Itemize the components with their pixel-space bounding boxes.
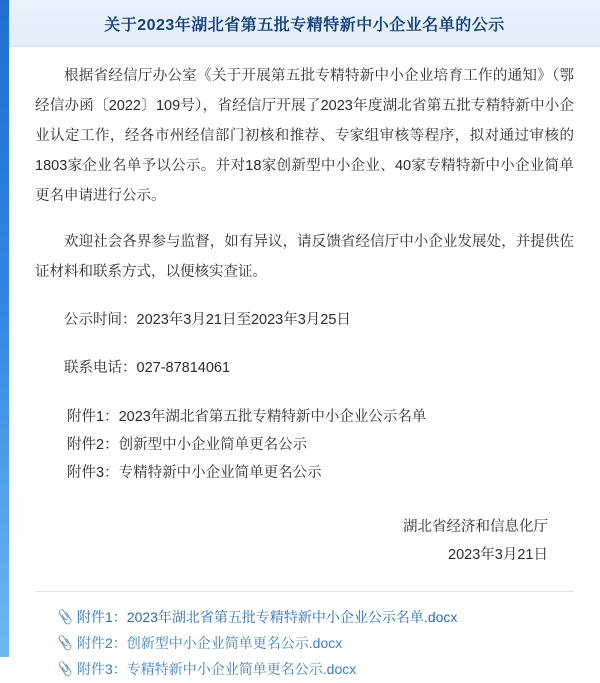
attachment-link-3-label[interactable]: 附件3：专精特新中小企业简单更名公示.docx xyxy=(77,661,357,677)
attachment-link-1[interactable] xyxy=(57,604,574,630)
contact-phone: 联系电话：027-87814061 xyxy=(64,360,231,376)
left-accent-bar xyxy=(0,0,9,657)
attachment-name-2: 附件2：创新型中小企业简单更名公示 xyxy=(67,437,308,453)
attachment-link-3[interactable] xyxy=(57,656,574,682)
attachment-name-3: 附件3：专精特新中小企业简单更名公示 xyxy=(67,465,322,481)
attachment-link-1-label[interactable]: 附件1：2023年湖北省第五批专精特新中小企业公示名单.docx xyxy=(77,609,458,625)
document-content xyxy=(9,0,600,678)
paperclip-icon: 📎 xyxy=(56,634,75,652)
signature-date: 2023年3月21日 xyxy=(448,547,548,563)
title-banner xyxy=(9,0,600,47)
publicity-time: 公示时间：2023年3月21日至2023年3月25日 xyxy=(64,312,351,328)
paragraph-1: 根据省经信厅办公室《关于开展第五批专精特新中小企业培育工作的通知》（鄂经信办函〔2022〕109号），省经信厅开展了2023年度湖北省第五批专精特新中小企业认定工作，经各市州经信部门初核和推荐、专家组审核等程序，拟对通过审核的1803家企业名单予以公示。并对18家创新型中小企业、40家专精特新中小企业简单更名申请进行公示。 xyxy=(35,68,574,204)
signature-block xyxy=(35,513,574,569)
document-body xyxy=(9,47,600,682)
paperclip-icon: 📎 xyxy=(56,660,75,678)
attachment-link-2[interactable] xyxy=(57,630,574,656)
attachment-links xyxy=(35,591,574,682)
attachment-link-2-label[interactable]: 附件2：创新型中小企业简单更名公示.docx xyxy=(77,635,343,651)
paragraph-2: 欢迎社会各界参与监督，如有异议，请反馈省经信厅中小企业发展处，并提供佐证材料和联系方式，以便核实查证。 xyxy=(35,234,574,280)
page-title: 关于2023年湖北省第五批专精特新中小企业名单的公示 xyxy=(104,16,505,34)
signature-organization: 湖北省经济和信息化厅 xyxy=(403,519,548,535)
paperclip-icon: 📎 xyxy=(56,608,75,626)
attachment-name-1: 附件1：2023年湖北省第五批专精特新中小企业公示名单 xyxy=(67,409,427,425)
attachment-name-list xyxy=(35,403,574,487)
